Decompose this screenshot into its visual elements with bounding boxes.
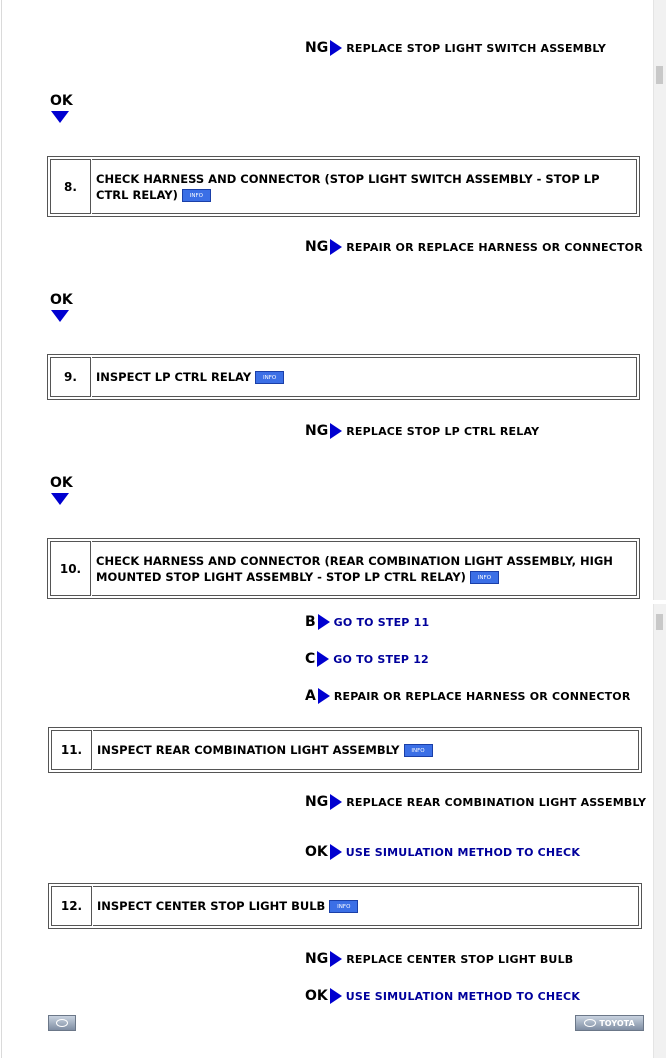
step-title-text: INSPECT CENTER STOP LIGHT BULB <box>97 899 326 913</box>
result-ng-replace-rear-light[interactable] <box>305 794 646 810</box>
left-edge-line <box>1 0 2 1058</box>
result-ok-simulation[interactable] <box>305 988 580 1004</box>
toyota-emblem-icon <box>56 1019 68 1027</box>
step-number: 12. <box>51 886 92 926</box>
result-code: NG <box>305 40 329 56</box>
toyota-logo-button[interactable] <box>575 1015 644 1031</box>
down-arrow-icon <box>51 111 69 123</box>
step-8 <box>47 156 640 217</box>
step-title-text: INSPECT REAR COMBINATION LIGHT ASSEMBLY <box>97 743 400 757</box>
scrollbar-upper[interactable] <box>653 0 666 600</box>
result-code: NG <box>305 794 329 810</box>
result-code: C <box>305 651 316 667</box>
right-arrow-icon <box>330 988 342 1004</box>
info-button[interactable]: INFO <box>404 744 433 757</box>
ok-label: OK <box>50 93 73 109</box>
toyota-emblem-icon <box>584 1019 596 1027</box>
result-text: REPAIR OR REPLACE HARNESS OR CONNECTOR <box>333 689 631 703</box>
result-link[interactable]: GO TO STEP 11 <box>333 615 430 629</box>
result-ng-replace-switch[interactable] <box>305 40 606 56</box>
scrollbar-thumb-upper[interactable] <box>656 66 663 84</box>
toyota-label: TOYOTA <box>599 1018 635 1028</box>
step-title <box>93 886 639 926</box>
result-code: B <box>305 614 316 630</box>
result-text: REPAIR OR REPLACE HARNESS OR CONNECTOR <box>346 240 643 254</box>
down-arrow-icon <box>51 310 69 322</box>
step-number: 10. <box>50 541 91 596</box>
right-arrow-icon <box>330 239 342 255</box>
result-text: REPLACE STOP LIGHT SWITCH ASSEMBLY <box>346 41 607 55</box>
step-title <box>92 357 637 397</box>
step-10 <box>47 538 640 599</box>
step-9 <box>47 354 640 400</box>
right-arrow-icon <box>318 688 330 704</box>
result-code: A <box>305 688 316 704</box>
step-number: 8. <box>50 159 91 214</box>
result-a-repair-harness[interactable] <box>305 688 631 704</box>
step-title <box>93 730 639 770</box>
right-arrow-icon <box>318 614 330 630</box>
result-text: REPLACE CENTER STOP LIGHT BULB <box>346 952 574 966</box>
info-button[interactable]: INFO <box>470 571 499 584</box>
result-b-go-to-step-11[interactable] <box>305 614 429 630</box>
ok-indicator <box>50 93 73 123</box>
toyota-emblem-button[interactable] <box>48 1015 76 1031</box>
step-title <box>92 541 637 596</box>
step-11 <box>48 727 642 773</box>
result-c-go-to-step-12[interactable] <box>305 651 429 667</box>
step-title-text: INSPECT LP CTRL RELAY <box>96 370 252 384</box>
scrollbar-lower[interactable] <box>653 604 666 1058</box>
step-title-text: CHECK HARNESS AND CONNECTOR (STOP LIGHT SWITCH ASSEMBLY - STOP LP CTRL RELAY) <box>96 171 600 202</box>
ok-indicator <box>50 475 73 505</box>
result-text: REPLACE REAR COMBINATION LIGHT ASSEMBLY <box>346 795 647 809</box>
down-arrow-icon <box>51 493 69 505</box>
step-number: 9. <box>50 357 91 397</box>
right-arrow-icon <box>317 651 329 667</box>
result-ng-replace-bulb[interactable] <box>305 951 573 967</box>
result-code: OK <box>305 988 328 1004</box>
ok-label: OK <box>50 292 73 308</box>
right-arrow-icon <box>330 844 342 860</box>
scrollbar-thumb-lower[interactable] <box>656 614 663 630</box>
right-arrow-icon <box>330 40 342 56</box>
result-text: REPLACE STOP LP CTRL RELAY <box>346 424 540 438</box>
step-title <box>92 159 637 214</box>
info-button[interactable]: INFO <box>255 371 284 384</box>
result-ng-repair-harness[interactable] <box>305 239 643 255</box>
result-code: NG <box>305 423 329 439</box>
ok-label: OK <box>50 475 73 491</box>
info-button[interactable]: INFO <box>182 189 211 202</box>
result-link[interactable]: GO TO STEP 12 <box>333 652 429 666</box>
result-code: OK <box>305 844 328 860</box>
right-arrow-icon <box>330 423 342 439</box>
result-code: NG <box>305 951 329 967</box>
result-link[interactable]: USE SIMULATION METHOD TO CHECK <box>345 989 581 1003</box>
info-button[interactable]: INFO <box>329 900 358 913</box>
step-title-text: CHECK HARNESS AND CONNECTOR (REAR COMBINATION LIGHT ASSEMBLY, HIGH MOUNTED STOP LIGHT ASSEMBLY - STOP LP CTRL RELAY) <box>96 553 613 584</box>
result-link[interactable]: USE SIMULATION METHOD TO CHECK <box>345 845 581 859</box>
result-ng-replace-relay[interactable] <box>305 423 539 439</box>
result-ok-simulation[interactable] <box>305 844 580 860</box>
step-12 <box>48 883 642 929</box>
ok-indicator <box>50 292 73 322</box>
right-arrow-icon <box>330 951 342 967</box>
right-arrow-icon <box>330 794 342 810</box>
result-code: NG <box>305 239 329 255</box>
step-number: 11. <box>51 730 92 770</box>
